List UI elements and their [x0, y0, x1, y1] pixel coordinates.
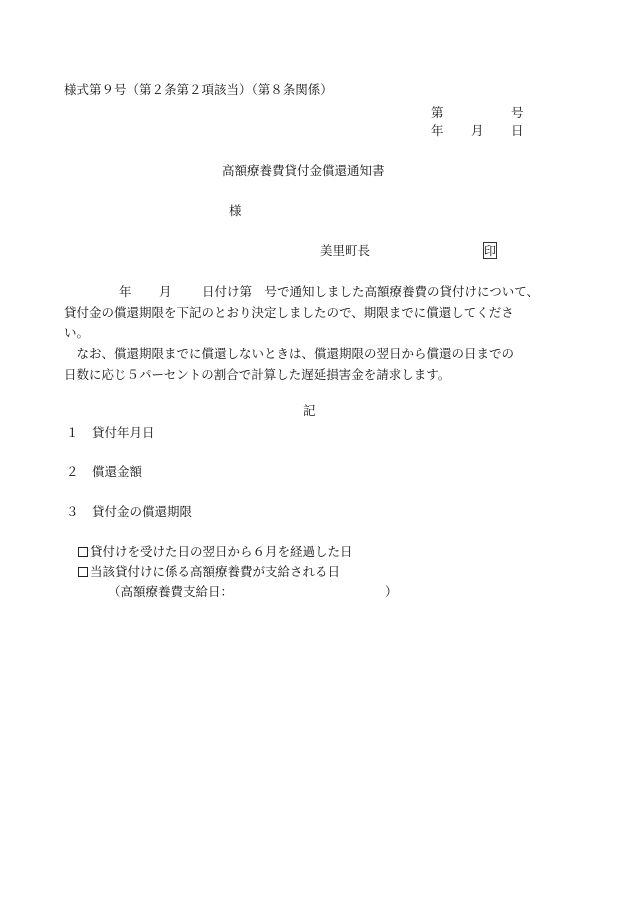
document-title: 高額療養費貸付金償還通知書: [222, 163, 385, 178]
payment-date-label: （高額療養費支給日：: [108, 584, 234, 599]
option-label: 貸付けを受けた日の翌日から６月を経過した日: [90, 544, 353, 559]
item-repayment-deadline: 貸付金の償還期限: [92, 504, 193, 519]
body-line-2: 貸付金の償還期限を下記のとおり決定しましたので、期限までに償還してくださ: [64, 305, 514, 320]
option-benefit-paid[interactable]: [78, 566, 340, 579]
date-year: 年: [431, 123, 444, 138]
item-loan-date: 貸付年月日: [92, 425, 155, 440]
body-line-1: 日付け第 号で通知しました高額療養費の貸付けについて、: [202, 284, 540, 299]
body-line-5: 日数に応じ５パーセントの割合で計算した遅延損害金を請求します。: [64, 367, 451, 382]
body-line-3: い。: [64, 325, 90, 340]
ki-heading: 記: [303, 403, 316, 418]
body-line-4: なお、償還期限までに償還しないときは、償還期限の翌日から償還の日までの: [64, 346, 515, 361]
item-repayment-amount: 償還金額: [92, 464, 143, 479]
seal-mark: 印: [484, 243, 497, 258]
date-day: 日: [511, 123, 524, 138]
date-month: 月: [471, 123, 484, 138]
checkbox[interactable]: [78, 547, 88, 557]
body-year: 年: [119, 284, 132, 299]
issuer-name: 美里町長: [320, 243, 371, 258]
form-number-label: 様式第９号（第２条第２項該当）（第８条関係）: [64, 82, 333, 97]
payment-date-close: ）: [385, 584, 398, 599]
document-number-suffix: 号: [511, 105, 524, 120]
option-label: 当該貸付けに係る高額療養費が支給される日: [90, 564, 341, 579]
item-number: ３: [66, 504, 79, 519]
item-number: ２: [66, 464, 79, 479]
checkbox[interactable]: [78, 567, 88, 577]
document-number-prefix: 第: [431, 105, 444, 120]
body-month: 月: [159, 284, 172, 299]
item-number: １: [66, 425, 79, 440]
recipient-honorific: 様: [229, 203, 242, 218]
option-six-months[interactable]: [78, 546, 353, 559]
